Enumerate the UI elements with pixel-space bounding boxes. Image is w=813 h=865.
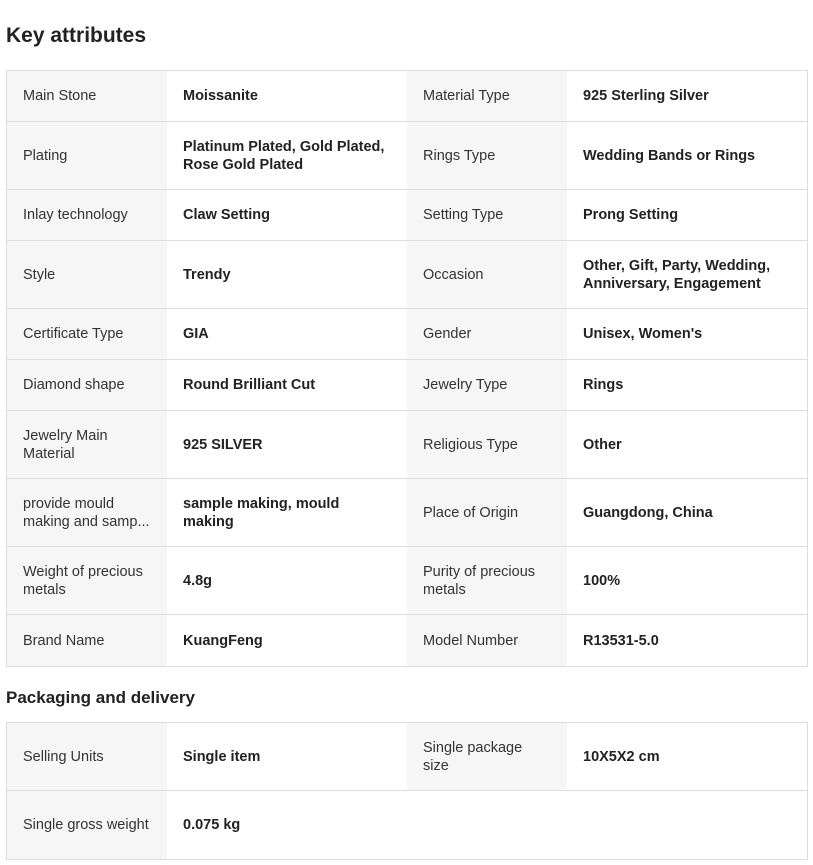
attr-key: Purity of precious metals: [407, 547, 567, 614]
attr-value: 925 Sterling Silver: [567, 71, 807, 121]
attr-key: Diamond shape: [7, 360, 167, 410]
key-attributes-table: [6, 70, 808, 667]
key-attributes-title: Key attributes: [6, 24, 147, 47]
attr-key: Jewelry Type: [407, 360, 567, 410]
attr-value: Prong Setting: [567, 190, 807, 240]
attr-value: Single item: [167, 723, 407, 790]
attr-key: [7, 479, 167, 546]
attr-value: GIA: [167, 309, 407, 359]
attr-key: Jewelry Main Material: [7, 411, 167, 478]
attr-value: Moissanite: [167, 71, 407, 121]
packaging-title: Packaging and delivery: [6, 688, 195, 707]
table-row: [7, 122, 807, 190]
attr-value: Platinum Plated, Gold Plated, Rose Gold Plated: [167, 122, 407, 189]
table-row: [7, 547, 807, 615]
attr-key: Plating: [7, 122, 167, 189]
table-row: [7, 723, 807, 791]
attr-key: Single package size: [407, 723, 567, 790]
attr-key: Selling Units: [7, 723, 167, 790]
attr-key: Gender: [407, 309, 567, 359]
attr-key: Setting Type: [407, 190, 567, 240]
attr-value: 4.8g: [167, 547, 407, 614]
packaging-table: [6, 722, 808, 860]
attr-value: Claw Setting: [167, 190, 407, 240]
attr-value: KuangFeng: [167, 615, 407, 666]
attr-key: Main Stone: [7, 71, 167, 121]
attr-key: Place of Origin: [407, 479, 567, 546]
attr-value: 100%: [567, 547, 807, 614]
attr-key: Material Type: [407, 71, 567, 121]
attr-value: R13531-5.0: [567, 615, 807, 666]
attr-value: Wedding Bands or Rings: [567, 122, 807, 189]
attr-value: Round Brilliant Cut: [167, 360, 407, 410]
attr-value: Unisex, Women's: [567, 309, 807, 359]
attr-key: Rings Type: [407, 122, 567, 189]
attr-key: Weight of precious metals: [7, 547, 167, 614]
table-row: [7, 309, 807, 360]
attr-key: Certificate Type: [7, 309, 167, 359]
attr-value: sample making, mould making: [167, 479, 407, 546]
attr-value: Other: [567, 411, 807, 478]
empty-cell: [407, 791, 807, 859]
table-row: [7, 241, 807, 309]
table-row: [7, 71, 807, 122]
attr-key: Religious Type: [407, 411, 567, 478]
attr-value: Rings: [567, 360, 807, 410]
table-row: [7, 615, 807, 666]
table-row: [7, 360, 807, 411]
attr-value: Guangdong, China: [567, 479, 807, 546]
attr-key-text: provide mould making and samp...: [23, 495, 150, 530]
attr-key: Brand Name: [7, 615, 167, 666]
attr-value: 10X5X2 cm: [567, 723, 807, 790]
attr-value: 0.075 kg: [167, 791, 407, 859]
attr-key: Style: [7, 241, 167, 308]
attr-value: Other, Gift, Party, Wedding, Anniversary, Engagement: [567, 241, 807, 308]
attr-value: 925 SILVER: [167, 411, 407, 478]
table-row: [7, 190, 807, 241]
attr-key: Model Number: [407, 615, 567, 666]
attr-key: Inlay technology: [7, 190, 167, 240]
table-row: [7, 411, 807, 479]
table-row: [7, 791, 807, 859]
table-row: [7, 479, 807, 547]
attr-key: Single gross weight: [7, 791, 167, 859]
attr-value: Trendy: [167, 241, 407, 308]
attr-key: Occasion: [407, 241, 567, 308]
